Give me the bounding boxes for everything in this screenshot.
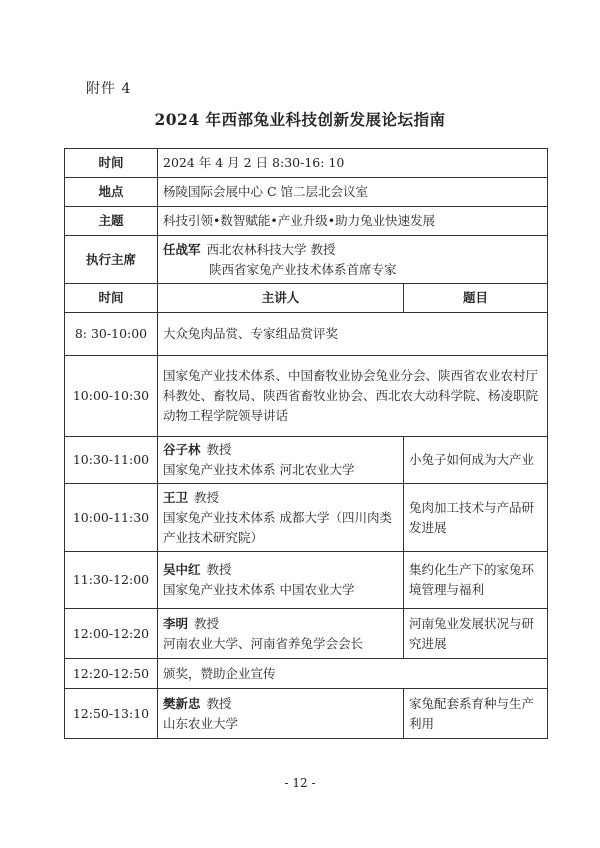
header-time: 时间 [65, 284, 158, 313]
row-topic: 河南兔业发展状况与研究进展 [404, 609, 548, 659]
info-row-time [65, 149, 548, 178]
info-row-host [65, 236, 548, 284]
place-value: 杨陵国际会展中心 C 馆二层北会议室 [158, 178, 548, 207]
document-title: 2024 年西部兔业科技创新发展论坛指南 [154, 110, 446, 129]
header-topic: 题目 [404, 284, 548, 313]
row-time: 10:00-10:30 [65, 356, 158, 437]
speaker-name: 樊新忠 [163, 695, 201, 711]
page-number: - 12 - [284, 776, 316, 790]
schedule-table [64, 148, 548, 739]
speaker-title: 教授 [206, 695, 232, 711]
speaker-title: 教授 [194, 615, 220, 631]
row-time: 12:00-12:20 [65, 609, 158, 659]
speaker-affiliation: 河南农业大学、河南省养兔学会会长 [163, 635, 364, 651]
table-row [65, 356, 548, 437]
header-row [65, 284, 548, 313]
row-topic: 兔肉加工技术与产品研发进展 [404, 484, 548, 552]
theme-label: 主题 [65, 207, 158, 236]
row-speaker [158, 437, 404, 484]
row-speaker: 颁奖，赞助企业宣传 [158, 659, 548, 689]
speaker-title: 教授 [206, 562, 232, 577]
info-row-theme [65, 207, 548, 236]
row-time: 11:30-12:00 [65, 552, 158, 609]
row-time: 12:50-13:10 [65, 689, 158, 739]
host-value [158, 236, 548, 284]
place-label: 地点 [65, 178, 158, 207]
speaker-name: 王卫 [163, 489, 189, 505]
host-label: 执行主席 [65, 236, 158, 284]
row-speaker [158, 689, 404, 739]
row-speaker: 国家兔产业技术体系、中国畜牧业协会兔业分会、陕西省农业农村厅科教处、畜牧局、陕西省畜牧业协会、西北农大动科学院、杨凌职院动物工程学院领导讲话 [158, 356, 548, 437]
row-time: 10:30-11:00 [65, 437, 158, 484]
row-speaker [158, 552, 404, 609]
table-row [65, 659, 548, 689]
theme-value: 科技引领•数智赋能•产业升级•助力兔业快速发展 [158, 207, 548, 236]
host-name: 任战军 [163, 241, 201, 257]
host-line2: 陕西省家兔产业技术体系首席专家 [209, 261, 397, 277]
time-value: 2024 年 4 月 2 日 8:30-16: 10 [158, 149, 548, 178]
table-row [65, 437, 548, 484]
table-row [65, 313, 548, 356]
speaker-affiliation: 国家兔产业技术体系 成都大学（四川肉类产业技术研究院） [163, 509, 392, 545]
row-time: 10:00-11:30 [65, 484, 158, 552]
info-row-place [65, 178, 548, 207]
row-speaker: 大众兔肉品赏、专家组品赏评奖 [158, 313, 548, 356]
speaker-affiliation: 国家兔产业技术体系 河北农业大学 [163, 462, 355, 477]
speaker-name: 谷子林 [163, 442, 201, 457]
table-row [65, 609, 548, 659]
speaker-affiliation: 山东农业大学 [163, 715, 239, 731]
header-speaker: 主讲人 [158, 284, 404, 313]
row-topic: 家兔配套系育种与生产利用 [404, 689, 548, 739]
row-speaker [158, 484, 404, 552]
table-row [65, 484, 548, 552]
row-speaker [158, 609, 404, 659]
row-time: 12:20-12:50 [65, 659, 158, 689]
attachment-label: 附件 4 [86, 81, 132, 97]
speaker-title: 教授 [194, 489, 220, 505]
speaker-affiliation: 国家兔产业技术体系 中国农业大学 [163, 582, 355, 597]
time-label: 时间 [65, 149, 158, 178]
speaker-name: 吴中红 [163, 562, 201, 577]
table-row [65, 689, 548, 739]
speaker-title: 教授 [206, 442, 232, 457]
row-topic: 小兔子如何成为大产业 [404, 437, 548, 484]
host-line1: 西北农林科技大学 教授 [206, 241, 336, 257]
row-topic: 集约化生产下的家兔环境管理与福利 [404, 552, 548, 609]
table-row [65, 552, 548, 609]
row-time: 8: 30-10:00 [65, 313, 158, 356]
speaker-name: 李明 [163, 615, 189, 631]
